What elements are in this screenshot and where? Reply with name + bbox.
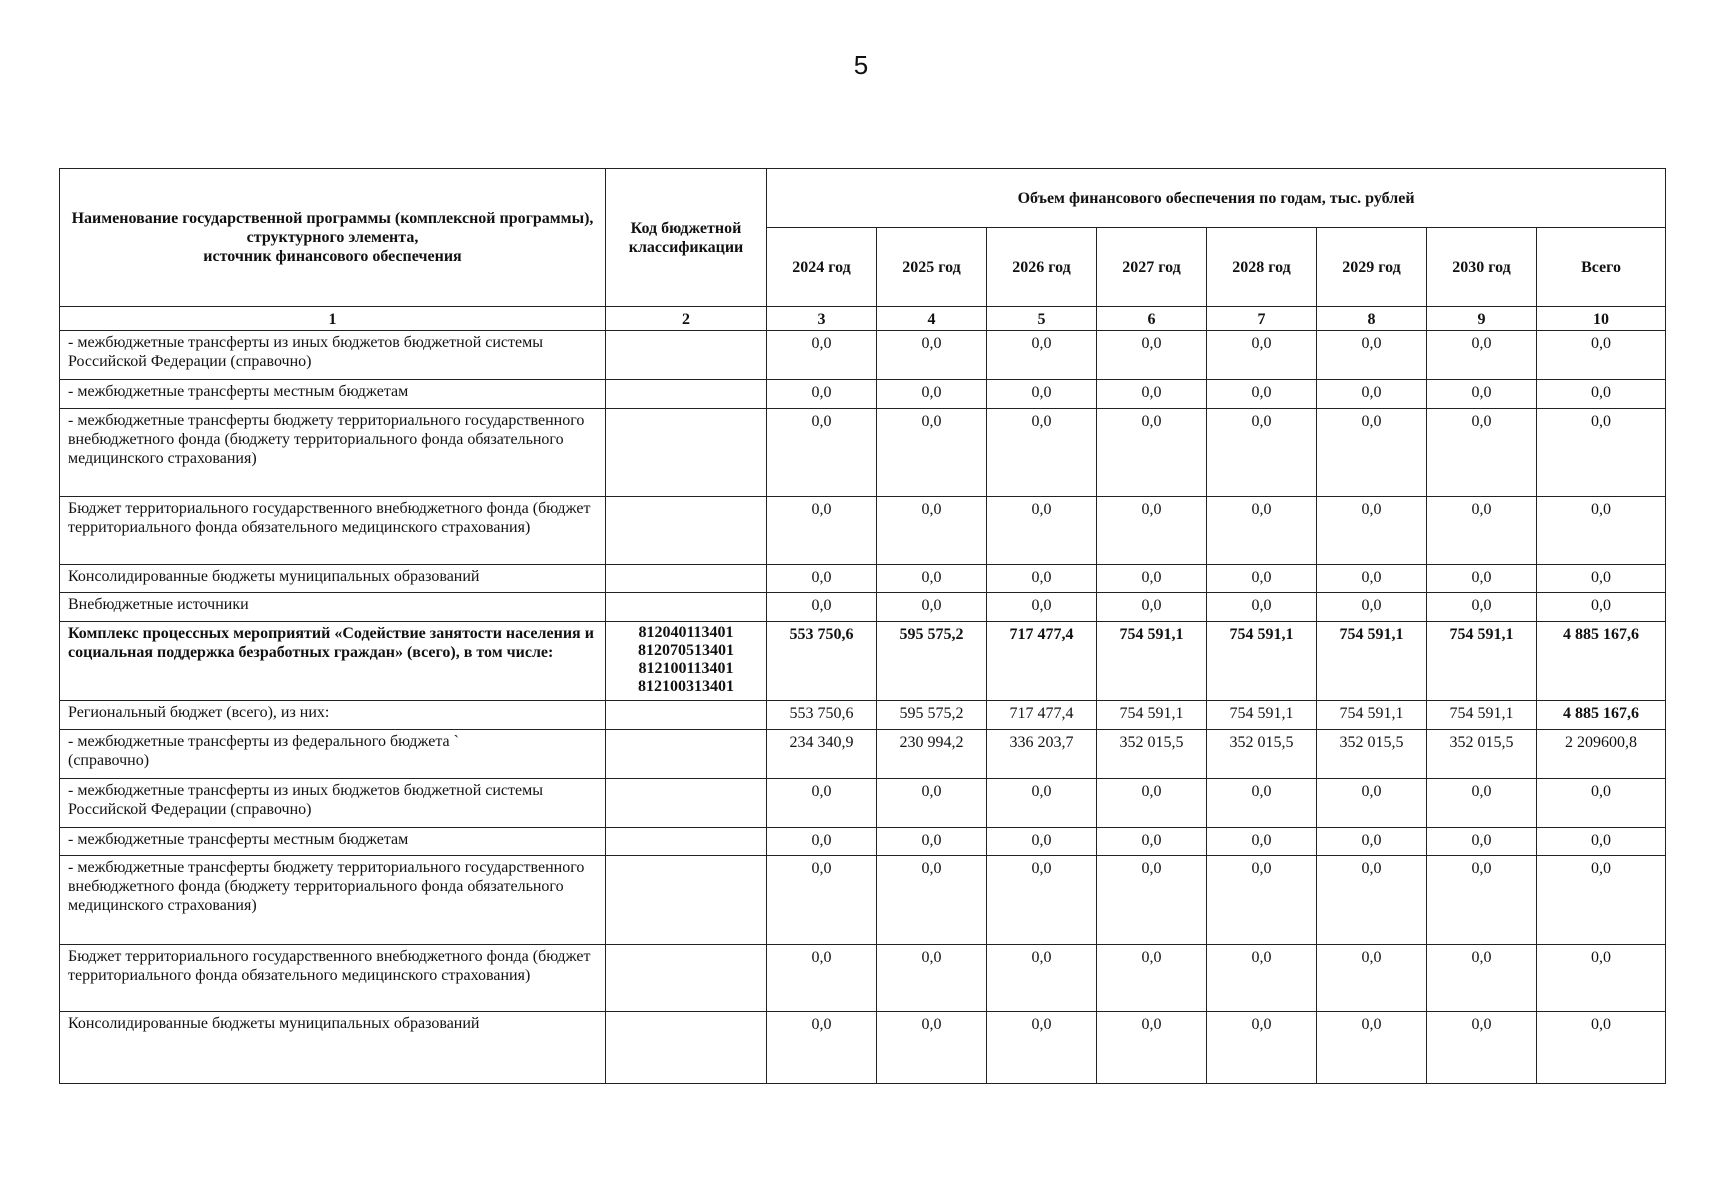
row-code bbox=[606, 1012, 767, 1084]
table-row bbox=[60, 1012, 1666, 1084]
row-total: 0,0 bbox=[1537, 856, 1666, 945]
row-value: 0,0 bbox=[1427, 856, 1537, 945]
header-year: 2030 год bbox=[1427, 228, 1537, 307]
row-value: 0,0 bbox=[1427, 497, 1537, 564]
table-row bbox=[60, 379, 1666, 408]
row-total: 0,0 bbox=[1537, 497, 1666, 564]
table-row bbox=[60, 593, 1666, 622]
row-name: Бюджет территориального государственного внебюджетного фонда (бюджет территориального фонда обязательного медицинского страхования) bbox=[60, 497, 606, 564]
row-code bbox=[606, 856, 767, 945]
row-value: 0,0 bbox=[877, 564, 987, 593]
row-name: - межбюджетные трансферты из иных бюджетов бюджетной системы Российской Федерации (справочно) bbox=[60, 778, 606, 827]
row-value: 0,0 bbox=[1207, 408, 1317, 497]
row-value: 0,0 bbox=[1317, 1012, 1427, 1084]
column-number: 9 bbox=[1427, 307, 1537, 331]
row-value: 595 575,2 bbox=[877, 621, 987, 701]
row-total: 0,0 bbox=[1537, 945, 1666, 1012]
table-row bbox=[60, 778, 1666, 827]
row-value: 0,0 bbox=[767, 331, 877, 380]
row-code bbox=[606, 379, 767, 408]
row-value: 0,0 bbox=[1317, 778, 1427, 827]
row-value: 717 477,4 bbox=[987, 701, 1097, 730]
table-row bbox=[60, 331, 1666, 380]
row-value: 0,0 bbox=[1207, 331, 1317, 380]
row-value: 553 750,6 bbox=[767, 701, 877, 730]
row-value: 0,0 bbox=[987, 856, 1097, 945]
row-code bbox=[606, 945, 767, 1012]
row-value: 754 591,1 bbox=[1427, 701, 1537, 730]
row-value: 754 591,1 bbox=[1317, 621, 1427, 701]
header-year: 2027 год bbox=[1097, 228, 1207, 307]
row-code bbox=[606, 729, 767, 778]
row-name: - межбюджетные трансферты бюджету территориального государственного внебюджетного фонда (бюджету территориального фонда обязательного медицинского страхования) bbox=[60, 856, 606, 945]
row-value: 0,0 bbox=[987, 778, 1097, 827]
row-value: 0,0 bbox=[877, 827, 987, 856]
row-total: 0,0 bbox=[1537, 564, 1666, 593]
row-value: 0,0 bbox=[877, 945, 987, 1012]
row-code bbox=[606, 778, 767, 827]
row-value: 0,0 bbox=[877, 856, 987, 945]
row-value: 0,0 bbox=[1207, 945, 1317, 1012]
table-body bbox=[60, 331, 1666, 1084]
table-row bbox=[60, 564, 1666, 593]
row-value: 0,0 bbox=[987, 827, 1097, 856]
row-value: 754 591,1 bbox=[1317, 701, 1427, 730]
row-total: 4 885 167,6 bbox=[1537, 701, 1666, 730]
column-number: 1 bbox=[60, 307, 606, 331]
row-value: 0,0 bbox=[1317, 331, 1427, 380]
row-value: 352 015,5 bbox=[1317, 729, 1427, 778]
row-value: 0,0 bbox=[767, 408, 877, 497]
row-value: 0,0 bbox=[1207, 1012, 1317, 1084]
row-value: 0,0 bbox=[877, 331, 987, 380]
row-value: 754 591,1 bbox=[1097, 621, 1207, 701]
table-row bbox=[60, 856, 1666, 945]
row-code: 812040113401 812070513401 812100113401 812100313401 bbox=[606, 621, 767, 701]
column-number: 7 bbox=[1207, 307, 1317, 331]
row-name: Региональный бюджет (всего), из них: bbox=[60, 701, 606, 730]
row-value: 717 477,4 bbox=[987, 621, 1097, 701]
row-total: 0,0 bbox=[1537, 379, 1666, 408]
row-value: 0,0 bbox=[1427, 827, 1537, 856]
row-value: 0,0 bbox=[767, 379, 877, 408]
row-value: 754 591,1 bbox=[1207, 701, 1317, 730]
row-total: 4 885 167,6 bbox=[1537, 621, 1666, 701]
table-row bbox=[60, 497, 1666, 564]
row-total: 0,0 bbox=[1537, 593, 1666, 622]
row-value: 754 591,1 bbox=[1427, 621, 1537, 701]
row-value: 0,0 bbox=[1317, 497, 1427, 564]
table-row bbox=[60, 945, 1666, 1012]
row-value: 0,0 bbox=[1317, 379, 1427, 408]
header-year: 2026 год bbox=[987, 228, 1097, 307]
row-value: 0,0 bbox=[1317, 408, 1427, 497]
row-value: 0,0 bbox=[987, 497, 1097, 564]
row-name: Внебюджетные источники bbox=[60, 593, 606, 622]
row-value: 0,0 bbox=[1097, 331, 1207, 380]
row-name: - межбюджетные трансферты местным бюджетам bbox=[60, 379, 606, 408]
table-header bbox=[60, 169, 1666, 331]
row-value: 0,0 bbox=[987, 564, 1097, 593]
header-total: Всего bbox=[1537, 228, 1666, 307]
row-value: 0,0 bbox=[987, 945, 1097, 1012]
row-total: 0,0 bbox=[1537, 408, 1666, 497]
row-name: Комплекс процессных мероприятий «Содействие занятости населения и социальная поддержка безработных граждан» (всего), в том числе: bbox=[60, 621, 606, 701]
row-total: 0,0 bbox=[1537, 778, 1666, 827]
row-total: 2 209600,8 bbox=[1537, 729, 1666, 778]
row-total: 0,0 bbox=[1537, 1012, 1666, 1084]
row-value: 230 994,2 bbox=[877, 729, 987, 778]
row-value: 0,0 bbox=[1427, 379, 1537, 408]
row-value: 0,0 bbox=[767, 593, 877, 622]
row-value: 0,0 bbox=[1097, 408, 1207, 497]
row-value: 553 750,6 bbox=[767, 621, 877, 701]
row-value: 0,0 bbox=[987, 593, 1097, 622]
column-number: 5 bbox=[987, 307, 1097, 331]
column-number-row bbox=[60, 307, 1666, 331]
row-value: 0,0 bbox=[767, 945, 877, 1012]
row-value: 0,0 bbox=[1207, 778, 1317, 827]
row-value: 0,0 bbox=[877, 497, 987, 564]
header-year: 2029 год bbox=[1317, 228, 1427, 307]
column-number: 10 bbox=[1537, 307, 1666, 331]
row-code bbox=[606, 497, 767, 564]
row-code bbox=[606, 593, 767, 622]
row-value: 0,0 bbox=[1097, 379, 1207, 408]
row-value: 0,0 bbox=[1207, 593, 1317, 622]
row-value: 0,0 bbox=[987, 1012, 1097, 1084]
row-value: 0,0 bbox=[1097, 593, 1207, 622]
row-value: 0,0 bbox=[767, 827, 877, 856]
column-number: 8 bbox=[1317, 307, 1427, 331]
row-value: 0,0 bbox=[877, 778, 987, 827]
row-value: 0,0 bbox=[1097, 856, 1207, 945]
header-year: 2028 год bbox=[1207, 228, 1317, 307]
row-value: 0,0 bbox=[1207, 564, 1317, 593]
table-row bbox=[60, 408, 1666, 497]
row-name: Консолидированные бюджеты муниципальных образований bbox=[60, 1012, 606, 1084]
column-number: 3 bbox=[767, 307, 877, 331]
row-value: 754 591,1 bbox=[1207, 621, 1317, 701]
row-value: 0,0 bbox=[767, 856, 877, 945]
header-code: Код бюджетной классификации bbox=[606, 169, 767, 307]
row-value: 0,0 bbox=[1427, 593, 1537, 622]
page-number: 5 bbox=[853, 50, 869, 80]
row-value: 352 015,5 bbox=[1427, 729, 1537, 778]
row-value: 0,0 bbox=[1317, 593, 1427, 622]
row-value: 352 015,5 bbox=[1207, 729, 1317, 778]
row-name: - межбюджетные трансферты местным бюджетам bbox=[60, 827, 606, 856]
row-value: 336 203,7 bbox=[987, 729, 1097, 778]
header-year: 2025 год bbox=[877, 228, 987, 307]
row-value: 0,0 bbox=[1097, 827, 1207, 856]
row-value: 0,0 bbox=[767, 497, 877, 564]
row-value: 0,0 bbox=[1317, 564, 1427, 593]
row-value: 0,0 bbox=[1427, 331, 1537, 380]
row-value: 0,0 bbox=[877, 408, 987, 497]
row-code bbox=[606, 564, 767, 593]
row-value: 0,0 bbox=[1207, 379, 1317, 408]
row-value: 0,0 bbox=[1207, 856, 1317, 945]
row-value: 0,0 bbox=[987, 331, 1097, 380]
row-value: 0,0 bbox=[877, 1012, 987, 1084]
row-value: 0,0 bbox=[1317, 827, 1427, 856]
row-value: 0,0 bbox=[1427, 564, 1537, 593]
table-row bbox=[60, 701, 1666, 730]
row-value: 0,0 bbox=[987, 379, 1097, 408]
row-code bbox=[606, 827, 767, 856]
row-total: 0,0 bbox=[1537, 827, 1666, 856]
row-code bbox=[606, 408, 767, 497]
row-name: - межбюджетные трансферты бюджету территориального государственного внебюджетного фонда (бюджету территориального фонда обязательного медицинского страхования) bbox=[60, 408, 606, 497]
row-code bbox=[606, 701, 767, 730]
row-value: 0,0 bbox=[1097, 564, 1207, 593]
row-value: 0,0 bbox=[767, 778, 877, 827]
row-value: 0,0 bbox=[1427, 1012, 1537, 1084]
row-code bbox=[606, 331, 767, 380]
row-value: 754 591,1 bbox=[1097, 701, 1207, 730]
header-year: 2024 год bbox=[767, 228, 877, 307]
table-row bbox=[60, 621, 1666, 701]
row-value: 0,0 bbox=[1207, 827, 1317, 856]
row-value: 0,0 bbox=[1427, 408, 1537, 497]
row-name: Бюджет территориального государственного внебюджетного фонда (бюджет территориального фонда обязательного медицинского страхования) bbox=[60, 945, 606, 1012]
row-value: 0,0 bbox=[987, 408, 1097, 497]
row-value: 0,0 bbox=[877, 379, 987, 408]
row-value: 595 575,2 bbox=[877, 701, 987, 730]
row-value: 0,0 bbox=[767, 1012, 877, 1084]
row-value: 0,0 bbox=[1317, 945, 1427, 1012]
row-value: 0,0 bbox=[1207, 497, 1317, 564]
table-row bbox=[60, 729, 1666, 778]
row-value: 234 340,9 bbox=[767, 729, 877, 778]
row-name: - межбюджетные трансферты из иных бюджетов бюджетной системы Российской Федерации (справочно) bbox=[60, 331, 606, 380]
row-value: 0,0 bbox=[1317, 856, 1427, 945]
row-total: 0,0 bbox=[1537, 331, 1666, 380]
row-value: 0,0 bbox=[1097, 778, 1207, 827]
row-name: - межбюджетные трансферты из федерального бюджета ` (справочно) bbox=[60, 729, 606, 778]
header-volume: Объем финансового обеспечения по годам, тыс. рублей bbox=[767, 169, 1666, 228]
row-name: Консолидированные бюджеты муниципальных образований bbox=[60, 564, 606, 593]
row-value: 0,0 bbox=[1097, 945, 1207, 1012]
row-value: 0,0 bbox=[1427, 778, 1537, 827]
row-value: 0,0 bbox=[1097, 1012, 1207, 1084]
row-value: 352 015,5 bbox=[1097, 729, 1207, 778]
table-row bbox=[60, 827, 1666, 856]
financing-table bbox=[59, 168, 1666, 1084]
column-number: 2 bbox=[606, 307, 767, 331]
row-value: 0,0 bbox=[1097, 497, 1207, 564]
row-value: 0,0 bbox=[767, 564, 877, 593]
header-name: Наименование государственной программы (комплексной программы), структурного элемента, источник финансового обеспечения bbox=[60, 169, 606, 307]
column-number: 6 bbox=[1097, 307, 1207, 331]
row-value: 0,0 bbox=[1427, 945, 1537, 1012]
column-number: 4 bbox=[877, 307, 987, 331]
row-value: 0,0 bbox=[877, 593, 987, 622]
